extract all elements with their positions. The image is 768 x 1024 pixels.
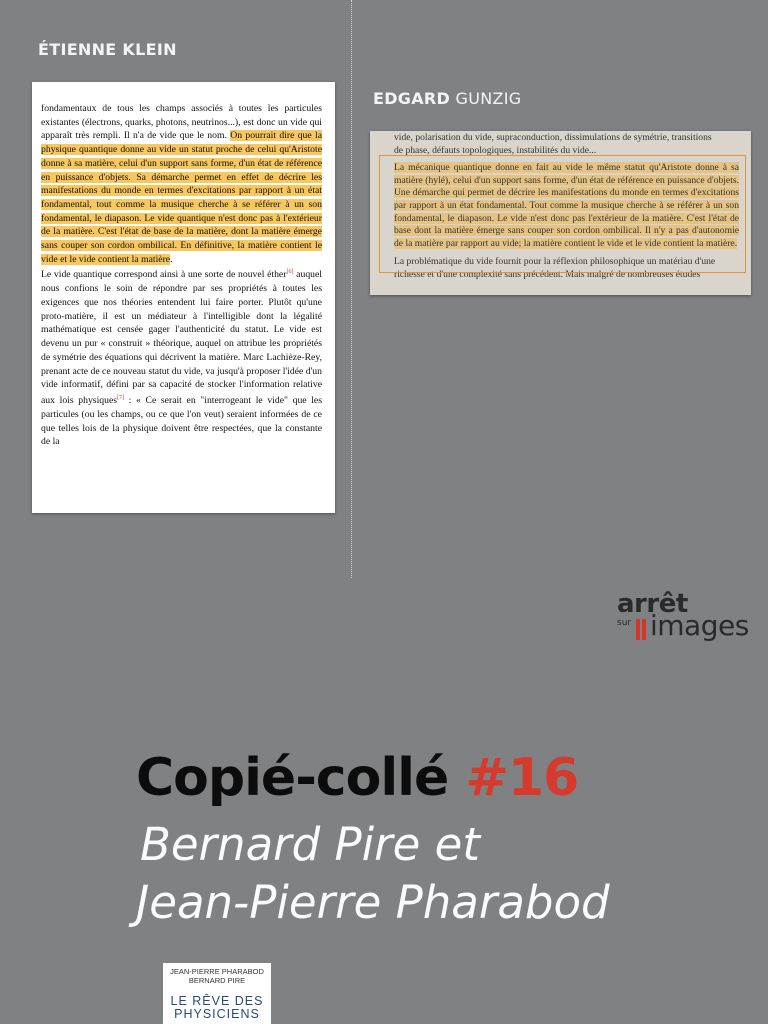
scan-highlight: La mécanique quantique donne en fait au vide le même statut qu'Aristote donne à sa matière (hylé), celui d'un support sans forme, d'un état de référence en puissance d'objets. Une démarche qui permet de décrire les manifestations du monde en termes d'excitations par rapport à un état fondamental. Tout comme la musique cherche à se référer à un son fondamental, le diapason. Le vide n'est donc pas l'extérieur de la matière. C'est l'état de base dont la matière émerge sans couper son cordon ombilical. Il n'y a pas d'autonomie de la matière par rapport au vide; la matière contient le vide et le vide contient la matière.: [394, 162, 739, 249]
logo-bars-icon: [636, 619, 648, 640]
scan-top-line-2: de phase, défauts topologiques, instabilités du vide...: [394, 144, 597, 156]
left-p2-a: Le vide quantique correspond ainsi à une sorte de nouvel éther: [41, 269, 287, 281]
dotted-divider: [351, 0, 352, 578]
subtitle-line-2: Jean-Pierre Pharabod: [136, 876, 610, 929]
title-main: Copié-collé: [136, 748, 449, 808]
book-author-1: JEAN-PIERRE PHARABOD: [170, 967, 264, 976]
scan-top-line-1: vide, polarisation du vide, supraconduction, dissimulations de symétrie, transitions: [394, 132, 712, 143]
left-book-page: [32, 82, 335, 513]
right-author-last: GUNZIG: [455, 89, 522, 108]
book-title-1: LE RÊVE DES: [170, 994, 264, 1008]
logo-arret: arrêt: [617, 589, 688, 619]
left-p1-end: .: [170, 253, 173, 265]
left-page-text: [41, 102, 322, 449]
left-p2-b: auquel nous confions le soin de répondre par ses propriétés à toutes les exigences que nos théories entendent lui faire porter. Plutôt qu'une proto-matière, il est un médiateur à l'intelligible dont la légalité mathématique est censée gager l'authenticité du statut. Le vide est devenu un pur « construit » théorique, auquel on attribue les propriétés de symétrie des équations qui décrivent la matière. Marc Lachièze-Rey, prenant acte de ce nouveau statut du vide, va jusqu'à proposer l'idée d'un vide informatif, défini par sa capacité de stocker l'information relative aux lois physiques: [41, 269, 322, 407]
logo-sur: sur: [617, 618, 632, 628]
scan-bottom-line-1: La problématique du vide fournit pour la réflexion philosophique un matériau d'une: [394, 256, 716, 268]
logo-images: images: [650, 609, 749, 642]
scan-bottom-line-2: richesse et d'une complexité sans précédent. Mais malgré de nombreuses études: [394, 268, 701, 280]
right-author-first: EDGARD: [373, 89, 451, 108]
scan-highlight-frame: [379, 155, 746, 273]
footnote-6[interactable]: [6]: [286, 269, 294, 276]
right-author-name: [373, 89, 522, 108]
book-author-2: BERNARD PIRE: [188, 976, 246, 985]
left-p1-highlight: On pourrait dire que la physique quantique donne au vide un statut proche de celui qu'Aristote donne à sa matière, celui d'un support sans forme, d'un état de référence en puissance d'objets. Sa démarche permet en effet de décrire les manifestations du monde en termes d'excitations par rapport à un état fondamental, tout comme la musique cherche à se référer à un son fondamental, le diapason. Le vide quantique n'est donc pas à l'extérieur de la matière. C'est l'état de base de la matière, dont la matière émerge sans couper son cordon ombilical. En définitive, la matière contient le vide et le vide contient la matière: [41, 130, 322, 265]
left-author-name: ÉTIENNE KLEIN: [38, 40, 177, 59]
page-title: [136, 748, 578, 808]
title-number: #16: [465, 748, 579, 808]
footnote-7[interactable]: [7]: [117, 395, 125, 401]
left-p1-plain: fondamentaux de tous les champs associés à toutes les particules existantes (électrons, quarks, photons, neutrinos...), est donc un vide qui apparaît très rempli. Il n'a de vide que le nom.: [41, 103, 322, 142]
book-cover: [163, 963, 271, 1024]
left-p2-c: : « Ce serait en "interrogeant le vide" que les particules (ou les champs, ou ce que l'on veut) seraient informées de ce que telles lois de la physique doivent être respectées, que la constante de la: [41, 395, 322, 448]
book-title-2: PHYSICIENS: [174, 1007, 260, 1021]
subtitle-line-1: Bernard Pire et: [140, 818, 480, 871]
